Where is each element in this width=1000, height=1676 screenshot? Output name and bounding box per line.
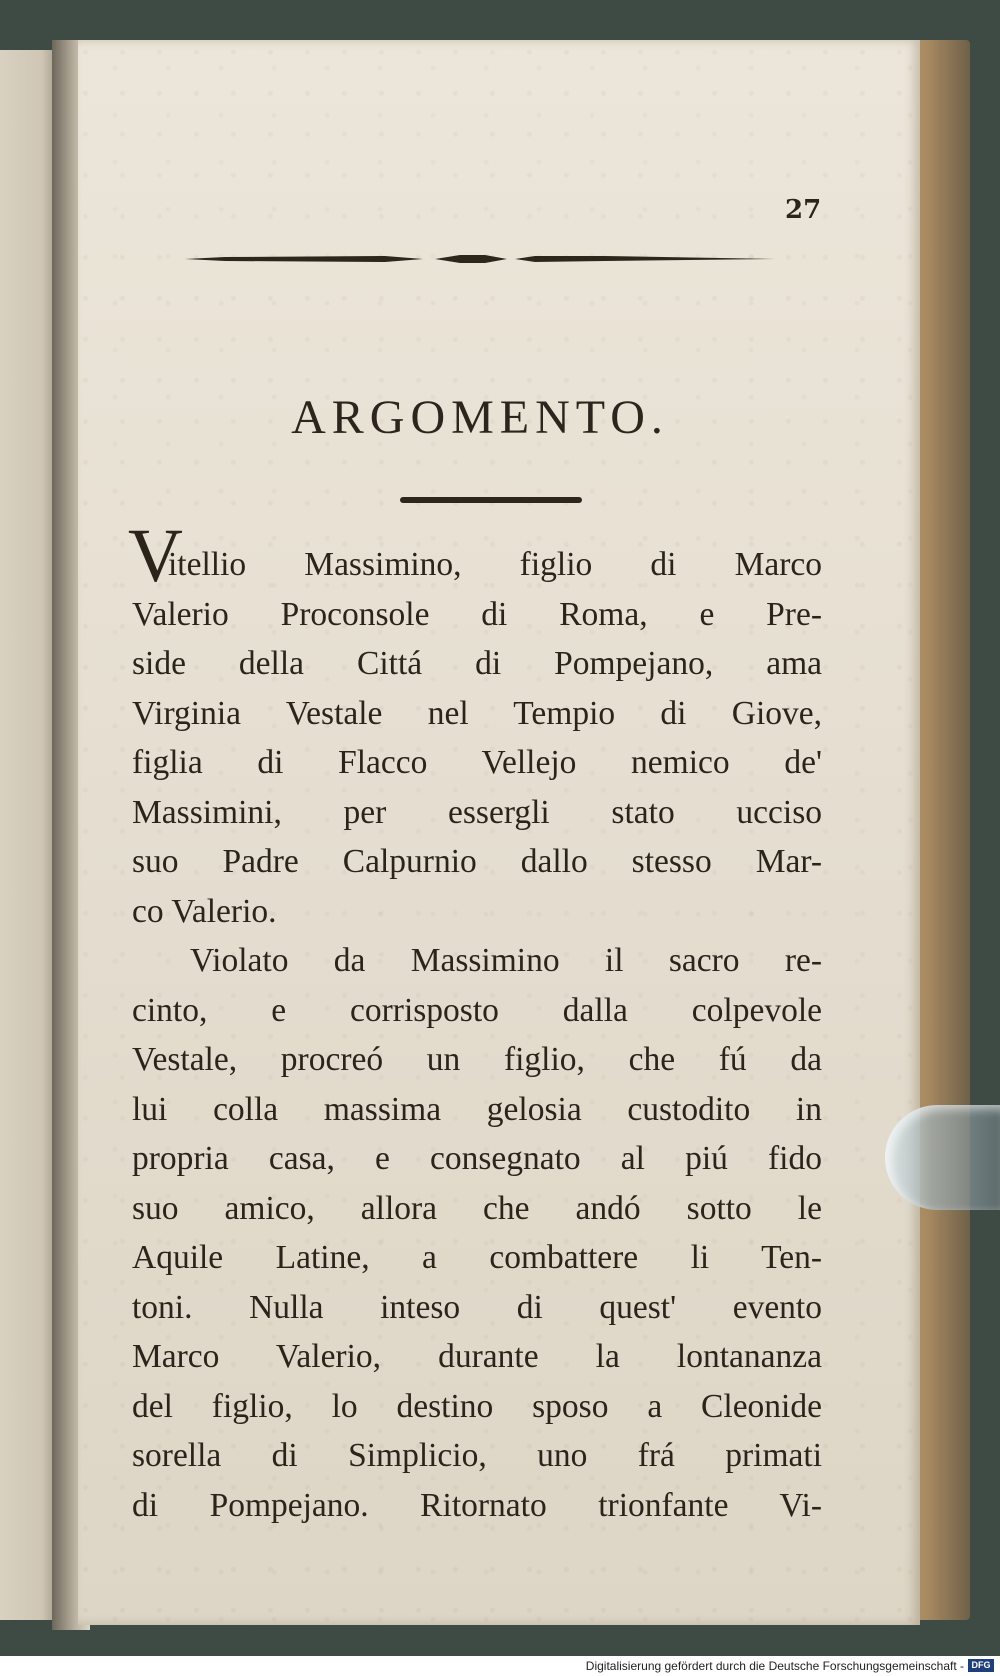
text-line: Massimini, per essergli stato ucciso — [132, 793, 822, 831]
text-line: lui colla massima gelosia custodito in — [132, 1090, 822, 1128]
facing-page-edge — [0, 50, 60, 1620]
text-line — [128, 514, 822, 598]
dfg-logo: DFG — [968, 1659, 994, 1672]
text-line: co Valerio. — [132, 892, 277, 930]
body-text — [128, 514, 822, 1530]
text-line: side della Cittá di Pompejano, ama — [132, 645, 822, 682]
text-line: propria casa, e consegnato al piú fido — [132, 1140, 822, 1177]
text-line: Valerio Proconsole di Roma, e Pre- — [132, 595, 822, 633]
page-heading: ARGOMENTO. — [291, 391, 669, 444]
text-line: suo amico, allora che andó sotto le — [132, 1189, 822, 1227]
text-line: cinto, e corrisposto dalla colpevole — [132, 991, 822, 1029]
heading-underline — [400, 497, 582, 503]
ornamental-rule — [185, 252, 775, 266]
footer-bar — [0, 1656, 1000, 1676]
footer-credit: Digitalisierung gefördert durch die Deutsche Forschungsgemeinschaft - — [585, 1659, 964, 1673]
text-line-content: itellio Massimino, figlio di Marco — [168, 546, 822, 583]
text-line: Aquile Latine, a combattere li Ten- — [132, 1239, 822, 1276]
text-line: Virginia Vestale nel Tempio di Giove, — [132, 694, 822, 732]
page-number: 27 — [785, 195, 822, 225]
text-line: Violato da Massimino il sacro re- — [190, 942, 822, 979]
text-line: di Pompejano. Ritornato trionfante Vi- — [132, 1486, 822, 1524]
text-line: toni. Nulla inteso di quest' evento — [132, 1288, 822, 1326]
text-line: figlia di Flacco Vellejo nemico de' — [132, 744, 822, 781]
text-line: sorella di Simplicio, uno frá primati — [132, 1437, 822, 1474]
text-line: Marco Valerio, durante la lontananza — [132, 1338, 822, 1375]
text-line: del figlio, lo destino sposo a Cleonide — [132, 1387, 822, 1425]
drop-cap: V — [128, 514, 183, 598]
text-line: suo Padre Calpurnio dallo stesso Mar- — [132, 843, 822, 880]
text-line: Vestale, procreó un figlio, che fú da — [132, 1041, 822, 1078]
page-tab-marker — [885, 1105, 1000, 1210]
